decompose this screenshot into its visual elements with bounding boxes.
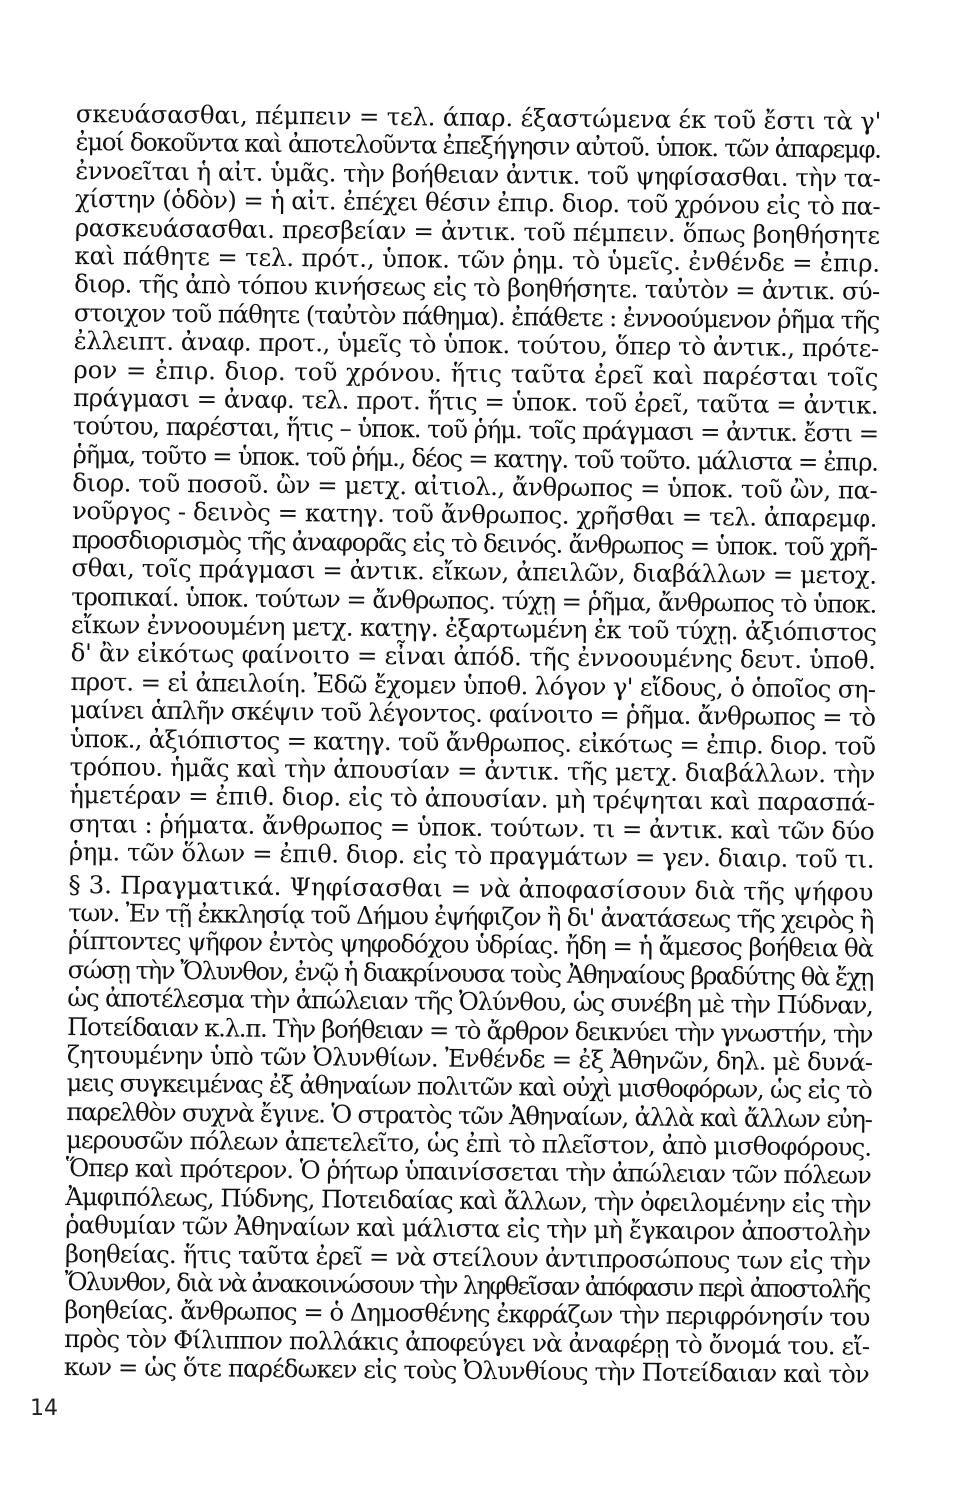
text-line: ἐλλειπτ. ἀναφ. προτ., ὑμεῖς τὸ ὑποκ. τούτου, ὅπερ τὸ ἀντικ., πρότε- xyxy=(73,326,879,363)
text-line: § 3. Πραγματικά. Ψηφίσασθαι = νὰ ἀποφασίσουν διὰ τῆς ψήφου xyxy=(68,869,874,907)
text-line: σθαι, τοῖς πράγμασι = ἀντικ. εἴκων, ἀπειλῶν, διαβάλλων = μετοχ. xyxy=(71,553,877,590)
text-line: Ὄλυνθον, διὰ νὰ ἀνακοινώσουν τὴν ληφθεῖσαν ἀπόφασιν περὶ ἀποστολῆς xyxy=(64,1266,870,1304)
text-line: διορ. τοῦ ποσοῦ. ὢν = μετχ. αἰτιολ., ἄνθρωπος = ὑποκ. τοῦ ὢν, πα- xyxy=(72,468,878,505)
text-line: ἐννοεῖται ἡ αἰτ. ὑμᾶς. τὴν βοήθειαν ἀντικ. τοῦ ψηφίσασθαι. τὴν τα- xyxy=(75,155,881,193)
text-line: πρὸς τὸν Φίλιππον πολλάκις ἀποφεύγει νὰ ἀναφέρῃ τὸ ὄνομά του. εἴ- xyxy=(63,1323,870,1361)
text-line: προσδιορισμὸς τῆς ἀναφορᾶς εἰς τὸ δεινός. ἄνθρωπος = ὑποκ. τοῦ χρῆ- xyxy=(71,524,877,562)
text-line: βοηθείας. ἥτις ταῦτα ἐρεῖ = νὰ στείλουν ἀντιπροσώπους των εἰς τὴν xyxy=(64,1238,871,1276)
text-line: Ὅπερ καὶ πρότερον. Ὁ ῥήτωρ ὑπαινίσσεται τὴν ἀπώλειαν τῶν πόλεων xyxy=(65,1153,871,1191)
text-line: Ἀμφιπόλεως, Πύδνης, Ποτειδαίας καὶ ἄλλων, τὴν ὀφειλομένην εἰς τὴν xyxy=(65,1181,871,1219)
text-line: μερουσῶν πόλεων ἀπετελεῖτο, ὡς ἐπὶ τὸ πλεῖστον, ἀπὸ μισθοφόρους. xyxy=(65,1125,872,1162)
text-line: ῥαθυμίαν τῶν Ἀθηναίων καὶ μάλιστα εἰς τὴν μὴ ἔγκαιρον ἀποστολὴν xyxy=(65,1210,871,1247)
text-line: κων = ὡς ὅτε παρέδωκεν εἰς τοὺς Ὀλυνθίους τὴν Ποτείδαιαν καὶ τὸν xyxy=(63,1352,869,1389)
commentary-text xyxy=(64,100,881,1389)
text-line: τρόπου. ἡμᾶς καὶ τὴν ἀπουσίαν = ἀντικ. τῆς μετχ. διαβάλλων. τὴν xyxy=(69,751,876,789)
text-line: εἴκων ἐννοουμένη μετχ. κατηγ. ἐξαρτωμένη ἐκ τοῦ τύχῃ. ἀξιόπιστος xyxy=(70,610,877,647)
text-line: ὑποκ., ἀξιόπιστος = κατηγ. τοῦ ἄνθρωπος. εἰκότως = ἐπιρ. διορ. τοῦ xyxy=(69,723,876,761)
text-line: μαίνει ἁπλῆν σκέψιν τοῦ λέγοντος. φαίνοιτο = ῥῆμα. ἄνθρωπος = τὸ xyxy=(70,695,876,732)
text-line: ρασκευάσασθαι. πρεσβείαν = ἀντικ. τοῦ πέμπειν. ὅπως βοηθήσητε xyxy=(74,212,880,250)
text-line: προτ. = εἰ ἀπειλοίη. Ἐδῶ ἔχομεν ὑποθ. λόγον γ' εἴδους, ὁ ὁποῖος ση- xyxy=(70,666,876,704)
section-3-pragmatika xyxy=(64,871,874,1390)
text-line: τροπικαί. ὑποκ. τούτων = ἄνθρωπος. τύχῃ = ῥῆμα, ἄνθρωπος τὸ ὑποκ. xyxy=(71,581,877,619)
text-line: βοηθείας. ἄνθρωπος = ὁ Δημοσθένης ἐκφράζων τὴν περιφρόνησίν του xyxy=(64,1295,870,1333)
text-line: σώσῃ τὴν Ὄλυνθον, ἐνῷ ἡ διακρίνουσα τοὺς Ἀθηναίους βραδύτης θὰ ἔχῃ xyxy=(67,954,874,992)
text-line: νοῦργος - δεινὸς = κατηγ. τοῦ ἄνθρωπος. χρῆσθαι = τελ. ἀπαρεμφ. xyxy=(71,496,878,534)
text-line: ῥῆμα, τοῦτο = ὑποκ. τοῦ ῥήμ., δέος = κατηγ. τοῦ τοῦτο. μάλιστα = ἐπιρ. xyxy=(72,439,878,477)
text-line: ὡς ἀποτέλεσμα τὴν ἀπώλειαν τῆς Ὀλύνθου, ὡς συνέβη μὲ τὴν Πύδναν, xyxy=(67,983,873,1020)
text-line: στοιχον τοῦ πάθητε (ταὐτὸν πάθημα). ἐπάθετε : ἐννοούμενον ῥῆμα τῆς xyxy=(73,297,880,335)
text-line: τούτου, παρέσται, ἥτις – ὑποκ. τοῦ ῥήμ. τοῖς πράγμασι = ἀντικ. ἔστι = xyxy=(72,411,879,449)
text-line: πράγμασι = ἀναφ. τελ. προτ. ἥτις = ὑποκ. τοῦ ἐρεῖ, ταῦτα = ἀντικ. xyxy=(73,382,879,420)
text-line: παρελθὸν συχνὰ ἔγινε. Ὁ στρατὸς τῶν Ἀθηναίων, ἀλλὰ καὶ ἄλλων εὐη- xyxy=(66,1096,872,1134)
text-line: σηται : ῥήματα. ἄνθρωπος = ὑποκ. τούτων. τι = ἀντικ. καὶ τῶν δύο xyxy=(68,808,875,846)
text-line: ῥημ. τῶν ὅλων = ἐπιθ. διορ. εἰς τὸ πραγμάτων = γεν. διαιρ. τοῦ τι. xyxy=(68,837,875,874)
text-line: ρον = ἐπιρ. διορ. τοῦ χρόνου. ἥτις ταῦτα ἐρεῖ καὶ παρέσται τοῖς xyxy=(73,354,879,392)
text-line: των. Ἐν τῇ ἐκκλησίᾳ τοῦ Δήμου ἐψήφιζον ἢ δι' ἀνατάσεως τῆς χειρὸς ἢ xyxy=(68,897,874,935)
text-line: σκευάσασθαι, πέμπειν = τελ. άπαρ. έξαστώμενα έκ τοῦ ἔστι τὰ γ' xyxy=(75,99,882,136)
text-line: μεις συγκειμένας ἐξ ἀθηναίων πολιτῶν καὶ οὐχὶ μισθοφόρων, ὡς εἰς τὸ xyxy=(66,1068,872,1105)
text-line: ἐμοί δοκοῦντα καὶ ἀποτελοῦντα ἐπεξήγησιν αὐτοῦ. ὑποκ. τῶν ἀπαρεμφ. xyxy=(75,127,881,165)
text-line: καὶ πάθητε = τελ. πρότ., ὑποκ. τῶν ῥημ. τὸ ὑμεῖς. ἐνθένδε = ἐπιρ. xyxy=(74,240,881,278)
text-line: ἡμετέραν = ἐπιθ. διορ. εἰς τὸ ἀπουσίαν. μὴ τρέψηται καὶ παρασπά- xyxy=(69,780,875,818)
text-line: δ' ἂν εἰκότως φαίνοιτο = εἶναι ἀπόδ. τῆς ἐννοουμένης δευτ. ὑποθ. xyxy=(70,638,876,676)
grammatical-notes xyxy=(69,100,881,874)
page-number: 14 xyxy=(30,1396,58,1421)
text-line: χίστην (ὁδὸν) = ἡ αἰτ. ἐπέχει θέσιν ἐπιρ. διορ. τοῦ χρόνου εἰς τὸ πα- xyxy=(74,184,881,221)
text-line: Ποτείδαιαν κ.λ.π. Τὴν βοήθειαν = τὸ ἄρθρον δεικνύει τὴν γνωστήν, τὴν xyxy=(66,1011,873,1049)
text-line: ῥίπτοντες ψῆφον ἐντὸς ψηφοδόχου ὑδρίας. ἤδη = ἡ ἄμεσος βοήθεια θὰ xyxy=(67,926,874,964)
text-line: διορ. τῆς ἀπὸ τόπου κινήσεως εἰς τὸ βοηθήσητε. ταὐτὸν = ἀντικ. σύ- xyxy=(74,269,880,307)
text-line: ζητουμένην ὑπὸ τῶν Ὀλυνθίων. Ἐνθένδε = ἐξ Ἀθηνῶν, δηλ. μὲ δυνά- xyxy=(66,1039,873,1077)
